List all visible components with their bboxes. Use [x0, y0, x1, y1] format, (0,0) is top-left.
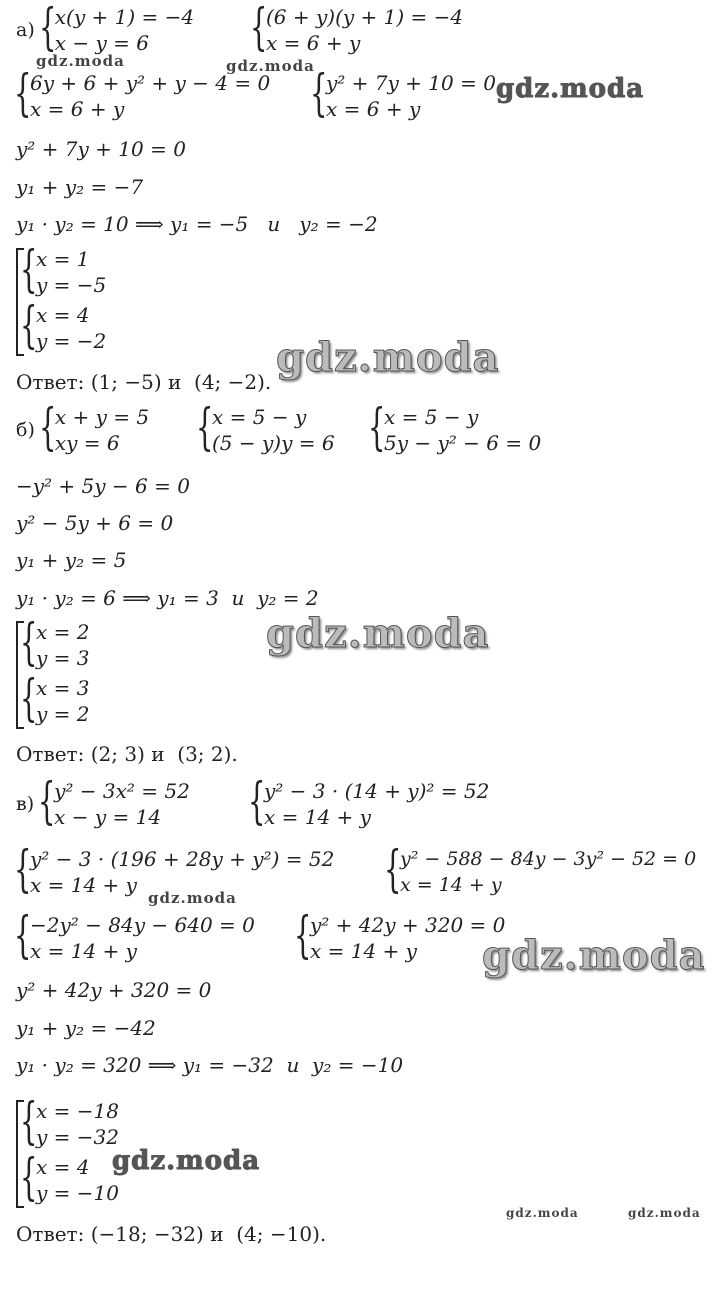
equation: x = 14 + y [30, 873, 137, 897]
equation: (5 − y)y = 6 [212, 431, 335, 455]
answer-c: Ответ: (−18; −32) и (4; −10). [16, 1222, 327, 1246]
system-c-5 [14, 906, 255, 964]
brace: { [38, 398, 57, 456]
equation: y² − 3x² = 52 [54, 779, 190, 803]
equation-line: y² + 7y + 10 = 0 [16, 137, 186, 161]
watermark: gdz.moda [506, 1206, 579, 1220]
brace: { [248, 772, 266, 830]
equation: y = −2 [36, 329, 107, 353]
system-c-2 [248, 772, 490, 830]
equation: y² − 588 − 84y − 3y² − 52 = 0 [400, 848, 697, 870]
equation: x = 6 + y [30, 97, 125, 121]
equation-line: y₁ + y₂ = −7 [16, 175, 144, 199]
brace: { [294, 906, 312, 964]
system-a-4 [310, 64, 496, 122]
part-label-b: б) [16, 419, 35, 441]
equation: y² + 42y + 320 = 0 [310, 913, 506, 937]
watermark: gdz.moda [112, 1146, 261, 1176]
watermark: gdz.moda [496, 74, 645, 104]
equation: x = −18 [36, 1099, 119, 1123]
equation: y² + 7y + 10 = 0 [326, 71, 496, 95]
part-label-c: в) [16, 793, 35, 815]
equation: 6y + 6 + y² + y − 4 = 0 [30, 71, 271, 95]
solution-b-2 [20, 669, 90, 727]
equation: y = −5 [36, 273, 107, 297]
equation: x(y + 1) = −4 [54, 5, 195, 29]
answer-a: Ответ: (1; −5) и (4; −2). [16, 370, 272, 394]
system-b-3 [368, 398, 542, 456]
equation: x + y = 5 [54, 405, 150, 429]
equation-line: y₁ · y₂ = 320 ⟹ y₁ = −32 и y₂ = −10 [16, 1053, 404, 1077]
brace: { [14, 840, 32, 898]
answer-b: Ответ: (2; 3) и (3; 2). [16, 742, 238, 766]
system-b-1 [16, 398, 150, 456]
brace: { [20, 1092, 38, 1150]
equation: x = 5 − y [384, 405, 479, 429]
equation: x = 14 + y [400, 874, 502, 896]
equation-line: y² − 5y + 6 = 0 [16, 511, 174, 535]
watermark: gdz.moda [266, 610, 490, 657]
equation: y² − 3 · (14 + y)² = 52 [264, 779, 490, 803]
equation: x = 4 [36, 303, 90, 327]
equation: x − y = 6 [54, 31, 149, 55]
watermark: gdz.moda [226, 57, 315, 75]
equation: 5y − y² − 6 = 0 [384, 431, 542, 455]
brace: { [20, 1148, 38, 1206]
brace: { [368, 398, 386, 456]
brace: { [20, 613, 38, 671]
brace: { [20, 296, 38, 354]
solution-c-1 [20, 1092, 119, 1150]
brace: { [250, 0, 268, 56]
equation-line: y² + 42y + 320 = 0 [16, 978, 212, 1002]
brace: { [14, 64, 32, 122]
equation: −2y² − 84y − 640 = 0 [30, 913, 255, 937]
equation: x = 14 + y [30, 939, 137, 963]
equation-line: −y² + 5y − 6 = 0 [16, 474, 190, 498]
equation-line: y₁ + y₂ = 5 [16, 548, 127, 572]
system-a-3 [14, 64, 271, 122]
system-c-6 [294, 906, 506, 964]
equation-line: y₁ + y₂ = −42 [16, 1016, 156, 1040]
system-b-2 [196, 398, 335, 456]
equation: x = 14 + y [264, 805, 371, 829]
watermark: gdz.moda [36, 52, 125, 70]
brace: { [20, 240, 38, 298]
equation: xy = 6 [54, 431, 120, 455]
equation: (6 + y)(y + 1) = −4 [266, 5, 464, 29]
equation: y = −10 [36, 1181, 119, 1205]
equation: x = 14 + y [310, 939, 417, 963]
system-c-1 [16, 772, 190, 830]
equation: y = −32 [36, 1125, 119, 1149]
brace: { [38, 772, 56, 830]
watermark: gdz.moda [148, 889, 237, 907]
solution-a-1 [20, 240, 107, 298]
system-a-1 [16, 0, 195, 56]
equation: x = 1 [36, 247, 90, 271]
equation: x = 3 [36, 676, 90, 700]
equation-line: y₁ · y₂ = 10 ⟹ y₁ = −5 и y₂ = −2 [16, 212, 378, 236]
solution-b-1 [20, 613, 90, 671]
solution-c-2 [20, 1148, 119, 1206]
equation: x = 4 [36, 1155, 90, 1179]
brace: { [310, 64, 328, 122]
equation: y² − 3 · (196 + 28y + y²) = 52 [30, 847, 335, 871]
system-a-2 [250, 0, 464, 56]
brace: { [38, 0, 57, 56]
brace: { [196, 398, 214, 456]
equation: x = 6 + y [326, 97, 421, 121]
solution-a-2 [20, 296, 107, 354]
brace: { [384, 840, 402, 898]
brace: { [20, 669, 38, 727]
part-label-a: а) [16, 19, 35, 41]
equation: x = 6 + y [266, 31, 361, 55]
equation: y = 2 [36, 702, 90, 726]
equation-line: y₁ · y₂ = 6 ⟹ y₁ = 3 и y₂ = 2 [16, 586, 319, 610]
equation: x = 2 [36, 620, 90, 644]
brace: { [14, 906, 32, 964]
system-c-4 [384, 840, 697, 898]
equation: x − y = 14 [54, 805, 162, 829]
equation: y = 3 [36, 646, 90, 670]
equation: x = 5 − y [212, 405, 307, 429]
watermark: gdz.moda [628, 1206, 701, 1220]
watermark: gdz.moda [482, 932, 706, 979]
watermark: gdz.moda [276, 334, 500, 381]
